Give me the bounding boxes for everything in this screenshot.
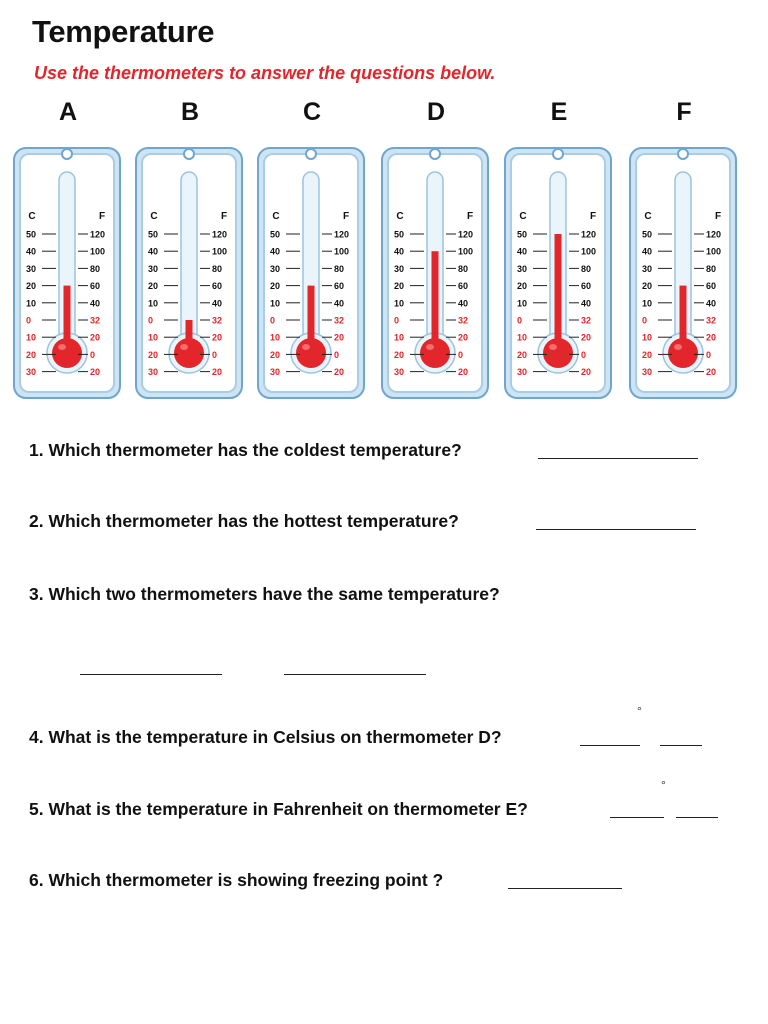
fahrenheit-tick-label: 0 — [212, 349, 218, 360]
thermometer-f — [628, 98, 740, 403]
celsius-unit-label: C — [519, 211, 527, 222]
celsius-tick-label: 40 — [270, 246, 281, 257]
celsius-tick-label: 10 — [642, 298, 653, 309]
fahrenheit-tick-label: 100 — [458, 246, 474, 257]
answer-blank-2[interactable] — [536, 529, 696, 530]
thermometer-card — [628, 146, 738, 401]
question-3: 3. Which two thermometers have the same temperature? — [29, 584, 500, 604]
fahrenheit-tick-label: 80 — [581, 263, 592, 274]
fahrenheit-unit-label: F — [98, 211, 106, 222]
celsius-tick-label: 30 — [148, 263, 159, 274]
fahrenheit-unit-label: F — [714, 211, 722, 222]
fahrenheit-unit-label: F — [466, 211, 474, 222]
fahrenheit-tick-label: 0 — [90, 349, 96, 360]
answer-blank-5[interactable] — [610, 817, 664, 818]
mercury-bulb — [420, 338, 450, 368]
celsius-tick-label: 50 — [26, 229, 37, 240]
thermometer-card — [134, 146, 244, 401]
celsius-tick-label: 40 — [517, 246, 528, 257]
fahrenheit-tick-label: 40 — [581, 298, 592, 309]
degree-symbol-5: ° — [661, 778, 666, 792]
celsius-tick-label: 10 — [270, 298, 281, 309]
thermometer-card — [12, 146, 122, 401]
fahrenheit-tick-label: 0 — [581, 349, 587, 360]
celsius-tick-label: 20 — [26, 349, 37, 360]
thermometer-letter: C — [302, 98, 322, 126]
fahrenheit-tick-label: 32 — [581, 315, 592, 326]
fahrenheit-tick-label: 20 — [458, 332, 469, 343]
celsius-unit-label: C — [644, 211, 652, 222]
fahrenheit-tick-label: 32 — [706, 315, 717, 326]
celsius-tick-label: 0 — [642, 315, 648, 326]
fahrenheit-tick-label: 100 — [90, 246, 106, 257]
celsius-tick-label: 10 — [148, 298, 159, 309]
fahrenheit-tick-label: 120 — [458, 229, 474, 240]
celsius-tick-label: 10 — [642, 332, 653, 343]
question-6: 6. Which thermometer is showing freezing point ? — [29, 870, 444, 890]
celsius-tick-label: 20 — [270, 281, 281, 292]
fahrenheit-tick-label: 120 — [334, 229, 350, 240]
celsius-tick-label: 50 — [148, 229, 159, 240]
celsius-unit-label: C — [28, 211, 36, 222]
fahrenheit-tick-label: 100 — [212, 246, 228, 257]
celsius-tick-label: 50 — [642, 229, 653, 240]
celsius-tick-label: 30 — [394, 263, 405, 274]
fahrenheit-tick-label: 20 — [458, 367, 469, 378]
thermometer-e — [503, 98, 615, 403]
mercury-bulb — [174, 338, 204, 368]
hanger-hole — [306, 149, 316, 159]
celsius-tick-label: 40 — [26, 246, 37, 257]
thermometer-card — [380, 146, 490, 401]
fahrenheit-tick-label: 120 — [706, 229, 722, 240]
thermometer-card — [503, 146, 613, 401]
fahrenheit-tick-label: 32 — [90, 315, 101, 326]
celsius-tick-label: 10 — [26, 298, 37, 309]
fahrenheit-tick-label: 60 — [581, 281, 592, 292]
answer-blank-3b[interactable] — [284, 674, 426, 675]
celsius-tick-label: 50 — [394, 229, 405, 240]
hanger-hole — [678, 149, 688, 159]
celsius-tick-label: 30 — [270, 263, 281, 274]
celsius-tick-label: 0 — [270, 315, 276, 326]
celsius-tick-label: 0 — [26, 315, 32, 326]
thermometer-letter: A — [58, 98, 78, 126]
fahrenheit-tick-label: 0 — [334, 349, 340, 360]
fahrenheit-tick-label: 20 — [90, 367, 101, 378]
celsius-tick-label: 20 — [270, 349, 281, 360]
fahrenheit-tick-label: 20 — [334, 332, 345, 343]
thermometer-a — [12, 98, 124, 403]
mercury-bulb — [668, 338, 698, 368]
answer-blank-4-unit[interactable] — [660, 745, 702, 746]
answer-blank-6[interactable] — [508, 888, 622, 889]
thermometer-letter: F — [676, 98, 692, 126]
mercury-bulb — [296, 338, 326, 368]
celsius-tick-label: 50 — [517, 229, 528, 240]
fahrenheit-unit-label: F — [220, 211, 228, 222]
answer-blank-1[interactable] — [538, 458, 698, 459]
fahrenheit-tick-label: 100 — [581, 246, 597, 257]
celsius-unit-label: C — [272, 211, 280, 222]
fahrenheit-tick-label: 60 — [334, 281, 345, 292]
celsius-tick-label: 20 — [517, 281, 528, 292]
celsius-tick-label: 30 — [642, 263, 653, 274]
celsius-tick-label: 40 — [642, 246, 653, 257]
fahrenheit-tick-label: 20 — [90, 332, 101, 343]
hanger-hole — [430, 149, 440, 159]
thermometer-c — [256, 98, 368, 403]
celsius-tick-label: 30 — [642, 367, 653, 378]
fahrenheit-tick-label: 80 — [706, 263, 717, 274]
celsius-tick-label: 10 — [394, 298, 405, 309]
celsius-tick-label: 10 — [26, 332, 37, 343]
fahrenheit-tick-label: 0 — [458, 349, 464, 360]
fahrenheit-tick-label: 100 — [334, 246, 350, 257]
celsius-tick-label: 20 — [517, 349, 528, 360]
celsius-tick-label: 10 — [517, 298, 528, 309]
celsius-tick-label: 20 — [642, 281, 653, 292]
fahrenheit-tick-label: 80 — [334, 263, 345, 274]
fahrenheit-tick-label: 20 — [212, 332, 223, 343]
fahrenheit-tick-label: 40 — [334, 298, 345, 309]
celsius-unit-label: C — [396, 211, 404, 222]
fahrenheit-tick-label: 0 — [706, 349, 712, 360]
fahrenheit-tick-label: 120 — [212, 229, 228, 240]
fahrenheit-tick-label: 40 — [458, 298, 469, 309]
celsius-tick-label: 30 — [517, 263, 528, 274]
fahrenheit-tick-label: 20 — [706, 332, 717, 343]
celsius-tick-label: 10 — [270, 332, 281, 343]
celsius-tick-label: 30 — [26, 263, 37, 274]
hanger-hole — [553, 149, 563, 159]
celsius-tick-label: 10 — [517, 332, 528, 343]
hanger-hole — [62, 149, 72, 159]
answer-blank-4[interactable] — [580, 745, 640, 746]
fahrenheit-tick-label: 20 — [581, 367, 592, 378]
fahrenheit-tick-label: 60 — [90, 281, 101, 292]
hanger-hole — [184, 149, 194, 159]
celsius-tick-label: 50 — [270, 229, 281, 240]
fahrenheit-tick-label: 32 — [334, 315, 345, 326]
mercury-column — [555, 234, 562, 350]
celsius-tick-label: 20 — [394, 349, 405, 360]
fahrenheit-tick-label: 20 — [581, 332, 592, 343]
fahrenheit-tick-label: 32 — [458, 315, 469, 326]
question-2: 2. Which thermometer has the hottest temperature? — [29, 511, 459, 531]
page-title: Temperature — [32, 14, 215, 49]
fahrenheit-tick-label: 20 — [334, 367, 345, 378]
question-5: 5. What is the temperature in Fahrenheit on thermometer E? — [29, 799, 528, 819]
celsius-tick-label: 20 — [642, 349, 653, 360]
fahrenheit-tick-label: 60 — [458, 281, 469, 292]
celsius-tick-label: 30 — [394, 367, 405, 378]
instruction-text: Use the thermometers to answer the questions below. — [34, 63, 496, 83]
fahrenheit-unit-label: F — [589, 211, 597, 222]
thermometer-card — [256, 146, 366, 401]
fahrenheit-tick-label: 120 — [90, 229, 106, 240]
thermometer-letter: D — [426, 98, 446, 126]
degree-symbol-4: ° — [637, 704, 642, 718]
celsius-tick-label: 10 — [394, 332, 405, 343]
fahrenheit-tick-label: 20 — [212, 367, 223, 378]
thermometer-d — [380, 98, 492, 403]
celsius-tick-label: 30 — [270, 367, 281, 378]
mercury-bulb — [52, 338, 82, 368]
answer-blank-5-unit[interactable] — [676, 817, 718, 818]
thermometer-letter: E — [550, 98, 568, 126]
question-4: 4. What is the temperature in Celsius on thermometer D? — [29, 727, 502, 747]
mercury-column — [432, 251, 439, 350]
celsius-unit-label: C — [150, 211, 158, 222]
fahrenheit-tick-label: 80 — [458, 263, 469, 274]
fahrenheit-tick-label: 80 — [212, 263, 223, 274]
fahrenheit-tick-label: 80 — [90, 263, 101, 274]
fahrenheit-tick-label: 60 — [212, 281, 223, 292]
celsius-tick-label: 0 — [148, 315, 154, 326]
celsius-tick-label: 30 — [26, 367, 37, 378]
celsius-tick-label: 30 — [148, 367, 159, 378]
celsius-tick-label: 10 — [148, 332, 159, 343]
celsius-tick-label: 20 — [26, 281, 37, 292]
fahrenheit-tick-label: 120 — [581, 229, 597, 240]
celsius-tick-label: 40 — [148, 246, 159, 257]
answer-blank-3a[interactable] — [80, 674, 222, 675]
celsius-tick-label: 0 — [517, 315, 523, 326]
thermometer-b — [134, 98, 246, 403]
celsius-tick-label: 20 — [148, 281, 159, 292]
fahrenheit-tick-label: 100 — [706, 246, 722, 257]
thermometer-letter: B — [180, 98, 200, 126]
question-1: 1. Which thermometer has the coldest temperature? — [29, 440, 462, 460]
fahrenheit-tick-label: 40 — [706, 298, 717, 309]
fahrenheit-tick-label: 20 — [706, 367, 717, 378]
mercury-bulb — [543, 338, 573, 368]
fahrenheit-tick-label: 32 — [212, 315, 223, 326]
fahrenheit-tick-label: 40 — [212, 298, 223, 309]
fahrenheit-tick-label: 60 — [706, 281, 717, 292]
fahrenheit-unit-label: F — [342, 211, 350, 222]
fahrenheit-tick-label: 40 — [90, 298, 101, 309]
celsius-tick-label: 30 — [517, 367, 528, 378]
celsius-tick-label: 40 — [394, 246, 405, 257]
celsius-tick-label: 0 — [394, 315, 400, 326]
celsius-tick-label: 20 — [148, 349, 159, 360]
celsius-tick-label: 20 — [394, 281, 405, 292]
